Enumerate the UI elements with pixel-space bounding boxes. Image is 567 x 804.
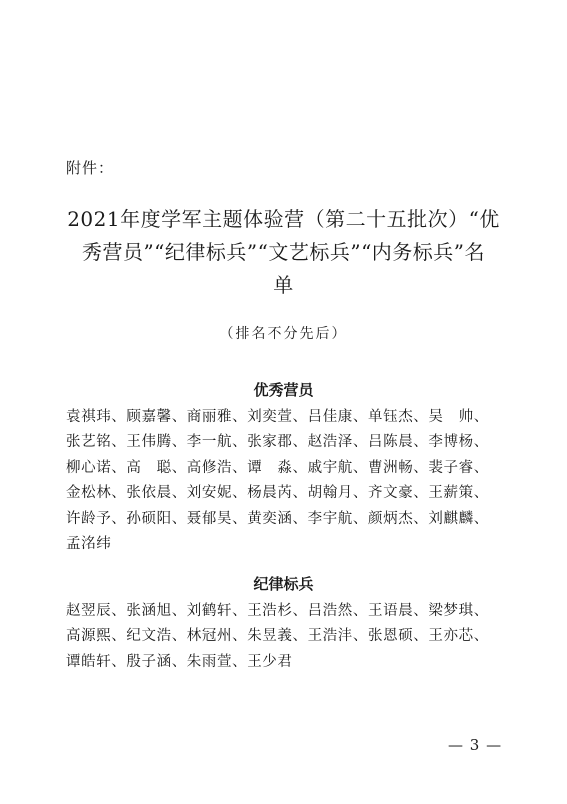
name-line: 金松林、张依晨、刘安妮、杨晨芮、胡翰月、齐文豪、王薪策、 xyxy=(66,485,489,502)
ranking-note: （排名不分先后） xyxy=(219,326,348,342)
name-line: 谭皓轩、殷子涵、朱雨萱、王少君 xyxy=(66,653,293,670)
title-line: 单 xyxy=(273,273,294,297)
name-line: 高源熙、纪文浩、林冠州、朱昱義、王浩沣、张恩硕、王亦芯、 xyxy=(66,628,489,645)
name-line: 袁祺玮、顾嘉馨、商丽雅、刘奕萱、吕佳康、单钰杰、吴 帅、 xyxy=(66,409,489,425)
name-line: 赵翌辰、张涵旭、刘鹤轩、王浩杉、吕浩然、王语晨、梁梦琪、 xyxy=(66,603,489,619)
name-line: 许龄予、孙硕阳、聂郁昊、黄奕涵、李宇航、颜炳杰、刘麒麟、 xyxy=(66,510,489,527)
discipline-model-name-list xyxy=(66,599,516,675)
section-heading-outstanding-camper: 优秀营员 xyxy=(253,381,314,399)
document-title xyxy=(50,203,517,302)
outstanding-camper-name-list xyxy=(66,405,516,557)
section-heading-discipline-model: 纪律标兵 xyxy=(253,575,314,593)
name-line: 张艺铭、王伟腾、李一航、张家郡、赵浩泽、吕陈晨、李博杨、 xyxy=(66,434,489,451)
title-line: 秀营员”“纪律标兵”“文艺标兵”“内务标兵”名 xyxy=(81,240,486,264)
page-number: — 3 — xyxy=(448,736,503,754)
name-line: 孟洺纬 xyxy=(66,536,112,553)
attachment-label: 附件： xyxy=(66,159,115,177)
name-line: 柳心诺、高 聪、高修浩、谭 淼、戚宇航、曹洲畅、裴子睿、 xyxy=(66,459,489,476)
title-line: 2021年度学军主题体验营（第二十五批次）“优 xyxy=(67,207,500,231)
